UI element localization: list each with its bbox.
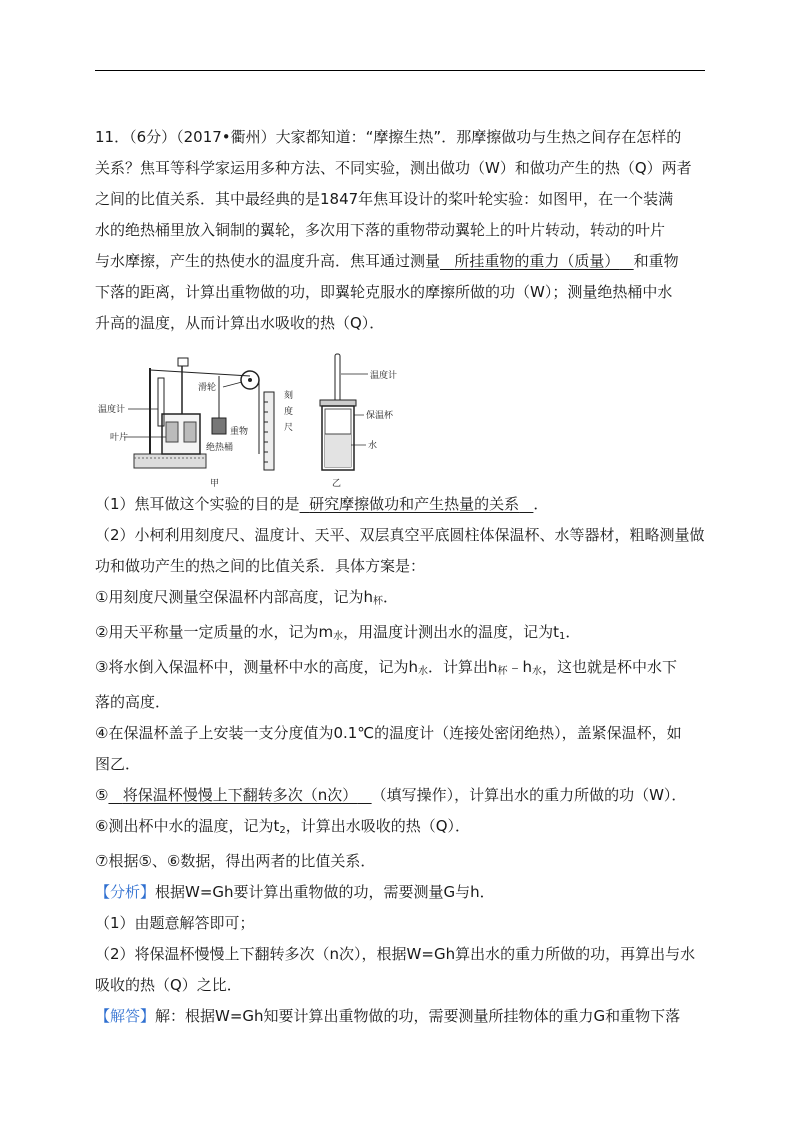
step6-a: ⑥测出杯中水的温度，记为t	[95, 817, 280, 835]
label-ruler-2: 度	[284, 407, 294, 417]
analysis-tag: 【分析】	[95, 883, 156, 901]
analysis-line-4: 吸收的热（Q）之比．	[95, 976, 242, 994]
paddle-right	[184, 422, 196, 442]
label-thermometer-yi: 温度计	[370, 371, 398, 381]
label-thermometer-jia: 温度计	[98, 405, 126, 415]
q2-line-2: 功和做功产生的热之间的比值关系．具体方案是：	[95, 557, 426, 575]
intro-line-1: 11．（6分）（2017•衢州）大家都知道：“摩擦生热”．那摩擦做功与生热之间存在怎样的	[95, 128, 682, 146]
header-rule	[95, 70, 705, 71]
step1-sub: 杯	[372, 596, 383, 607]
analysis-line-2: （1）由题意解答即可；	[95, 914, 255, 932]
answer-blank-1	[440, 252, 634, 270]
intro-line-7: 升高的温度，从而计算出水吸收的热（Q）．	[95, 314, 385, 332]
step6-sub: 2	[279, 825, 286, 836]
q1-answer-text: 研究摩擦做功和产生热量的关系	[309, 495, 520, 513]
intro-line-5	[95, 246, 707, 277]
paddle-left	[166, 422, 178, 442]
step3-b: ．计算出h	[427, 658, 498, 676]
figure-yi	[320, 354, 397, 489]
q2-step-5	[95, 780, 707, 811]
weight	[212, 418, 226, 434]
q1-line	[95, 489, 707, 520]
label-ruler-3: 尺	[284, 423, 294, 433]
step5-suffix: （填写操作），计算出水的重力所做的功（W）．	[371, 786, 687, 804]
analysis-line-1-text: 根据W=Gh要计算出重物做的功，需要测量G与h．	[155, 883, 495, 901]
q2-step-4: ④在保温杯盖子上安装一支分度值为0.1℃的温度计（连接处密闭绝热），盖紧保温杯，如	[95, 724, 682, 742]
caption-jia: 甲	[210, 479, 220, 489]
intro-line-4: 水的绝热桶里放入铜制的翼轮，多次用下落的重物带动翼轮上的叶片转动，转动的叶片	[95, 221, 666, 239]
step2-a: ②用天平称量一定质量的水，记为m	[95, 623, 334, 641]
step5-answer	[108, 786, 371, 804]
intro-line-5-end: 和重物	[633, 252, 679, 270]
label-bucket: 绝热桶	[206, 443, 234, 453]
q1-prefix: （1）焦耳做这个实验的目的是	[95, 495, 300, 513]
step3-c: ﹣h	[507, 658, 532, 676]
solution-line-1-text: 解：根据W=Gh知要计算出重物做的功，需要测量所挂物体的重力G和重物下落	[155, 1007, 681, 1025]
intro-line-2: 关系？焦耳等科学家运用多种方法、不同实验，测出做功（W）和做功产生的热（Q）两者	[95, 159, 692, 177]
label-weight: 重物	[230, 427, 249, 437]
step3-d: ，这也就是杯中水下	[542, 658, 678, 676]
step3-sub2: 杯	[497, 666, 508, 677]
q2-step-4-cont: 图乙．	[95, 755, 141, 773]
step6-b: ，计算出水吸收的热（Q）．	[285, 817, 471, 835]
analysis-line-1	[95, 877, 707, 908]
step2-b: ，用温度计测出水的温度，记为t	[343, 623, 559, 641]
analysis-line-3: （2）将保温杯慢慢上下翻转多次（n次），根据W=Gh算出水的重力所做的功，再算出与水	[95, 945, 696, 963]
step5-prefix: ⑤	[95, 786, 109, 804]
intro-line-6: 下落的距离，计算出重物做的功，即翼轮克服水的摩擦所做的功（W）；测量绝热桶中水	[95, 283, 673, 301]
caption-yi: 乙	[332, 479, 342, 489]
step5-answer-text: 将保温杯慢慢上下翻转多次（n次）	[122, 786, 358, 804]
figure-jia	[98, 358, 293, 489]
cup-lid	[320, 400, 356, 406]
intro-line-3: 之间的比值关系．其中最经典的是1847年焦耳设计的桨叶轮实验：如图甲，在一个装满	[95, 190, 674, 208]
q2-line-1: （2）小柯利用刻度尺、温度计、天平、双层真空平底圆柱体保温杯、水等器材，粗略测量做	[95, 526, 705, 544]
label-cup: 保温杯	[366, 411, 394, 421]
q1-suffix: ．	[533, 495, 549, 513]
leader-line	[223, 382, 242, 387]
ruler	[264, 392, 274, 470]
answer-blank-1-text: 所挂重物的重力（质量）	[454, 252, 620, 270]
q2-step-3-cont: 落的高度．	[95, 693, 171, 711]
q2-step-1	[95, 582, 707, 617]
cup-water	[325, 434, 351, 467]
q2-step-2	[95, 617, 707, 652]
step1-text: ①用刻度尺测量空保温杯内部高度，记为h	[95, 588, 373, 606]
q2-step-3	[95, 652, 707, 687]
label-ruler-1: 刻	[284, 391, 294, 401]
q1-answer	[300, 495, 534, 513]
string	[150, 370, 250, 376]
pulley-hub	[248, 378, 252, 382]
intro-line-5-text: 与水摩擦，产生的热使水的温度升高．焦耳通过测量	[95, 252, 441, 270]
q2-step-6	[95, 811, 707, 846]
q2-step-7: ⑦根据⑤、⑥数据，得出两者的比值关系．	[95, 852, 376, 870]
solution-tag: 【解答】	[95, 1007, 156, 1025]
axle-cap	[178, 358, 188, 366]
step1-end: ．	[382, 588, 398, 606]
base-block	[134, 454, 206, 468]
step3-sub3: 水	[532, 666, 542, 677]
problem-content	[95, 122, 707, 1032]
step2-sub: 水	[333, 631, 344, 642]
step3-a: ③将水倒入保温杯中，测量杯中水的高度，记为h	[95, 658, 418, 676]
step3-sub1: 水	[417, 666, 428, 677]
step2-sub2: 1	[558, 631, 566, 642]
step2-end: ．	[565, 623, 581, 641]
solution-line-1	[95, 1001, 707, 1032]
experiment-figure	[92, 352, 412, 492]
label-paddle: 叶片	[110, 433, 129, 443]
experiment-diagram	[92, 352, 412, 492]
label-water: 水	[368, 441, 378, 451]
label-pulley: 滑轮	[198, 383, 217, 393]
